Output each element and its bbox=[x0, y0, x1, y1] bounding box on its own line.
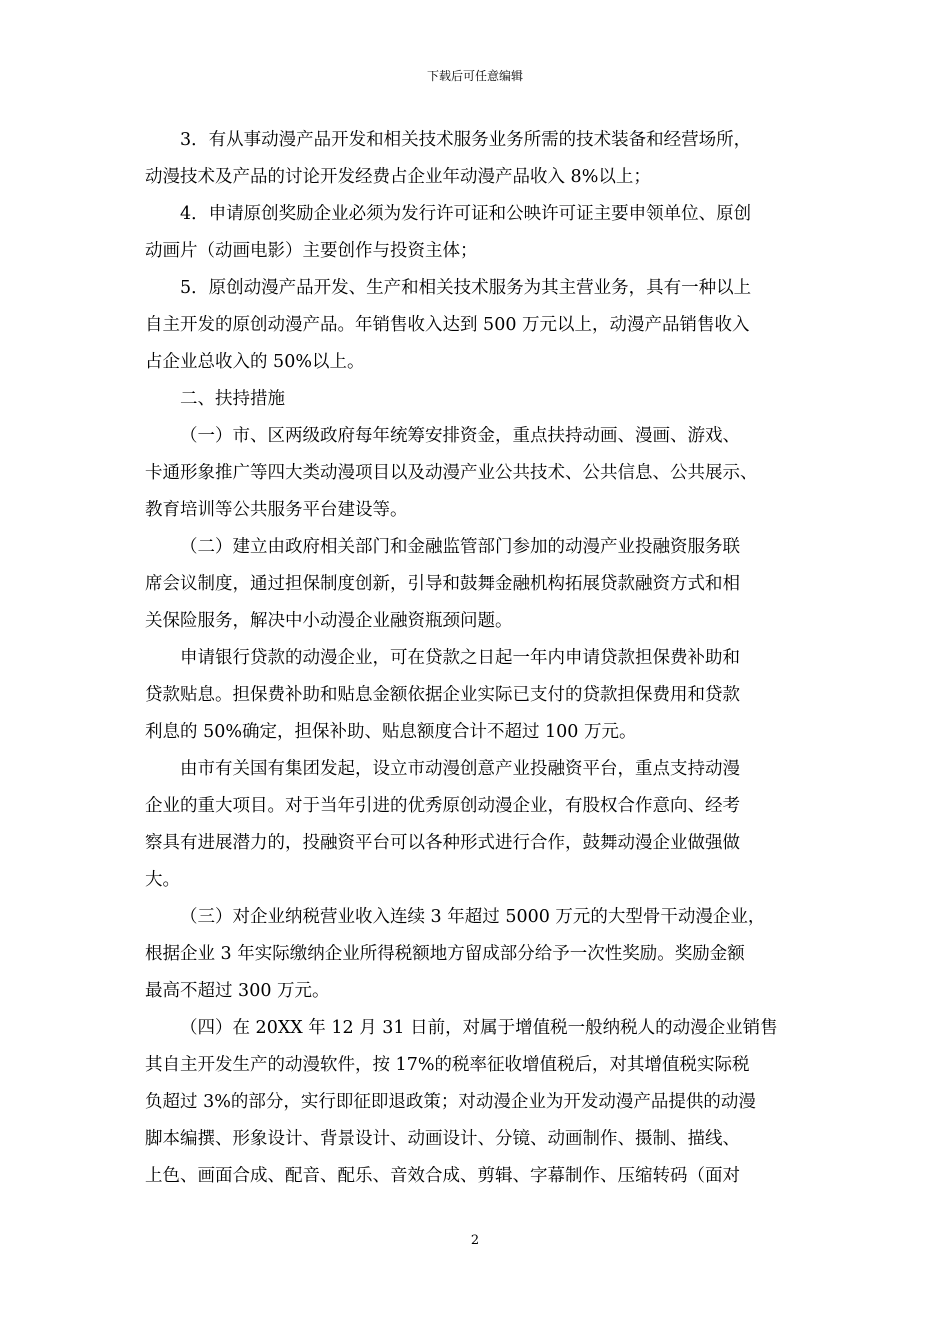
text-line: （一）市、区两级政府每年统筹安排资金，重点扶持动画、漫画、游戏、 bbox=[180, 426, 740, 446]
text-line: 其自主开发生产的动漫软件，按 17%的税率征收增值税后，对其增值税实际税 bbox=[145, 1055, 750, 1075]
text-line: 贷款贴息。担保费补助和贴息金额依据企业实际已支付的贷款担保费用和贷款 bbox=[145, 685, 740, 705]
text-line: （四）在 20XX 年 12 月 31 日前，对属于增值税一般纳税人的动漫企业销售 bbox=[180, 1018, 778, 1038]
text-line: 自主开发的原创动漫产品。年销售收入达到 500 万元以上，动漫产品销售收入 bbox=[145, 315, 750, 335]
text-line: 由市有关国有集团发起，设立市动漫创意产业投融资平台，重点支持动漫 bbox=[180, 759, 740, 779]
text-line: 关保险服务，解决中小动漫企业融资瓶颈问题。 bbox=[145, 611, 513, 631]
text-line: 利息的 50%确定，担保补助、贴息额度合计不超过 100 万元。 bbox=[145, 722, 637, 742]
document-body bbox=[145, 122, 805, 1195]
text-line: 动漫技术及产品的讨论开发经费占企业年动漫产品收入 8%以上； bbox=[145, 167, 651, 187]
text-line: 卡通形象推广等四大类动漫项目以及动漫产业公共技术、公共信息、公共展示、 bbox=[145, 463, 758, 483]
text-line: 上色、画面合成、配音、配乐、音效合成、剪辑、字幕制作、压缩转码（面对 bbox=[145, 1166, 740, 1186]
text-line: 4．申请原创奖励企业必须为发行许可证和公映许可证主要申领单位、原创 bbox=[180, 204, 752, 224]
text-line: 察具有进展潜力的，投融资平台可以各种形式进行合作，鼓舞动漫企业做强做 bbox=[145, 833, 740, 853]
text-line: 负超过 3%的部分，实行即征即退政策；对动漫企业为开发动漫产品提供的动漫 bbox=[145, 1092, 756, 1112]
text-line: 大。 bbox=[145, 870, 180, 890]
text-line: 5．原创动漫产品开发、生产和相关技术服务为其主营业务，具有一种以上 bbox=[180, 278, 752, 298]
text-line: 申请银行贷款的动漫企业，可在贷款之日起一年内申请贷款担保费补助和 bbox=[180, 648, 740, 668]
text-line: 动画片（动画电影）主要创作与投资主体； bbox=[145, 241, 478, 261]
text-line: 3．有从事动漫产品开发和相关技术服务业务所需的技术装备和经营场所， bbox=[180, 130, 752, 150]
section-heading: 二、扶持措施 bbox=[180, 389, 285, 409]
text-line: 占企业总收入的 50%以上。 bbox=[145, 352, 365, 372]
text-line: （二）建立由政府相关部门和金融监管部门参加的动漫产业投融资服务联 bbox=[180, 537, 740, 557]
text-line: 根据企业 3 年实际缴纳企业所得税额地方留成部分给予一次性奖励。奖励金额 bbox=[145, 944, 745, 964]
text-line: 教育培训等公共服务平台建设等。 bbox=[145, 500, 408, 520]
page-number: 2 bbox=[470, 1233, 480, 1248]
text-line: 席会议制度，通过担保制度创新，引导和鼓舞金融机构拓展贷款融资方式和相 bbox=[145, 574, 740, 594]
text-line: （三）对企业纳税营业收入连续 3 年超过 5000 万元的大型骨干动漫企业， bbox=[180, 907, 766, 927]
text-line: 企业的重大项目。对于当年引进的优秀原创动漫企业，有股权合作意向、经考 bbox=[145, 796, 740, 816]
page-header: 下载后可任意编辑 bbox=[426, 69, 523, 83]
text-line: 脚本编撰、形象设计、背景设计、动画设计、分镜、动画制作、摄制、描线、 bbox=[145, 1129, 740, 1149]
text-line: 最高不超过 300 万元。 bbox=[145, 981, 330, 1001]
